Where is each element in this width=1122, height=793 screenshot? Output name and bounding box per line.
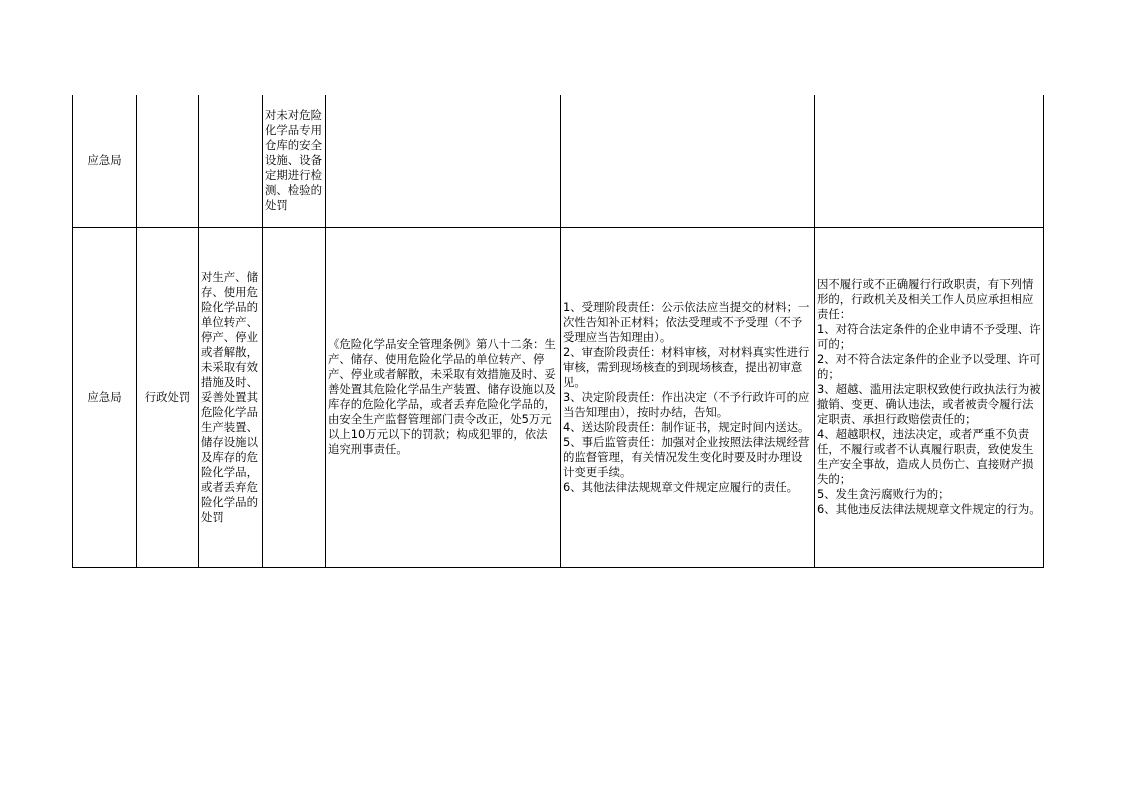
category-cell: 行政处罚 bbox=[137, 227, 199, 567]
sub-item-cell bbox=[263, 227, 326, 567]
accountability-cell bbox=[815, 95, 1044, 227]
responsibility-cell: 1、受理阶段责任：公示依法应当提交的材料；一次性告知补正材料；依法受理或不予受理（不予受理应当告知理由）。 2、审查阶段责任：材料审核，对材料真实性进行审核，需到现场核查的到现场核查，提出初审意见。 3、决定阶段责任：作出决定（不予行政许可的应当告知理由），按时办结，告知。 4、送达阶段责任：制作证书，规定时间内送达。 5、事后监管责任：加强对企业按照法律法规经营的监督管理，有关情况发生变化时要及时办理设计变更手续。 6、其他法律法规规章文件规定应履行的责任。 bbox=[561, 227, 815, 567]
dept-cell: 应急局 bbox=[73, 95, 137, 227]
responsibility-cell bbox=[561, 95, 815, 227]
accountability-cell: 因不履行或不正确履行行政职责，有下列情形的，行政机关及相关工作人员应承担相应责任： 1、对符合法定条件的企业申请不予受理、许可的； 2、对不符合法定条件的企业予以受理、许可的； 3、超越、滥用法定职权致使行政执法行为被撤销、变更、确认违法，或者被责令履行法定职责、承担行政赔偿责任的； 4、超越职权，违法决定，或者严重不负责任，不履行或者不认真履行职责，致使发生生产安全事故，造成人员伤亡、直接财产损失的； 5、发生贪污腐败行为的； 6、其他违反法律法规规章文件规定的行为。 bbox=[815, 227, 1044, 567]
responsibility-table bbox=[72, 95, 1044, 568]
table-row bbox=[73, 95, 1044, 227]
category-cell bbox=[137, 95, 199, 227]
basis-cell bbox=[326, 95, 561, 227]
basis-cell: 《危险化学品安全管理条例》第八十二条：生产、储存、使用危险化学品的单位转产、停产、停业或者解散，未采取有效措施及时、妥善处置其危险化学品生产装置、储存设施以及库存的危险化学品，或者丢弃危险化学品的，由安全生产监督管理部门责令改正，处5万元以上10万元以下的罚款；构成犯罪的，依法追究刑事责任。 bbox=[326, 227, 561, 567]
item-cell bbox=[199, 95, 263, 227]
sub-item-cell: 对未对危险化学品专用仓库的安全设施、设备定期进行检测、检验的处罚 bbox=[263, 95, 326, 227]
dept-cell: 应急局 bbox=[73, 227, 137, 567]
item-cell: 对生产、储存、使用危险化学品的单位转产、停产、停业或者解散，未采取有效措施及时、妥善处置其危险化学品生产装置、储存设施以及库存的危险化学品，或者丢弃危险化学品的处罚 bbox=[199, 227, 263, 567]
table-row bbox=[73, 227, 1044, 567]
